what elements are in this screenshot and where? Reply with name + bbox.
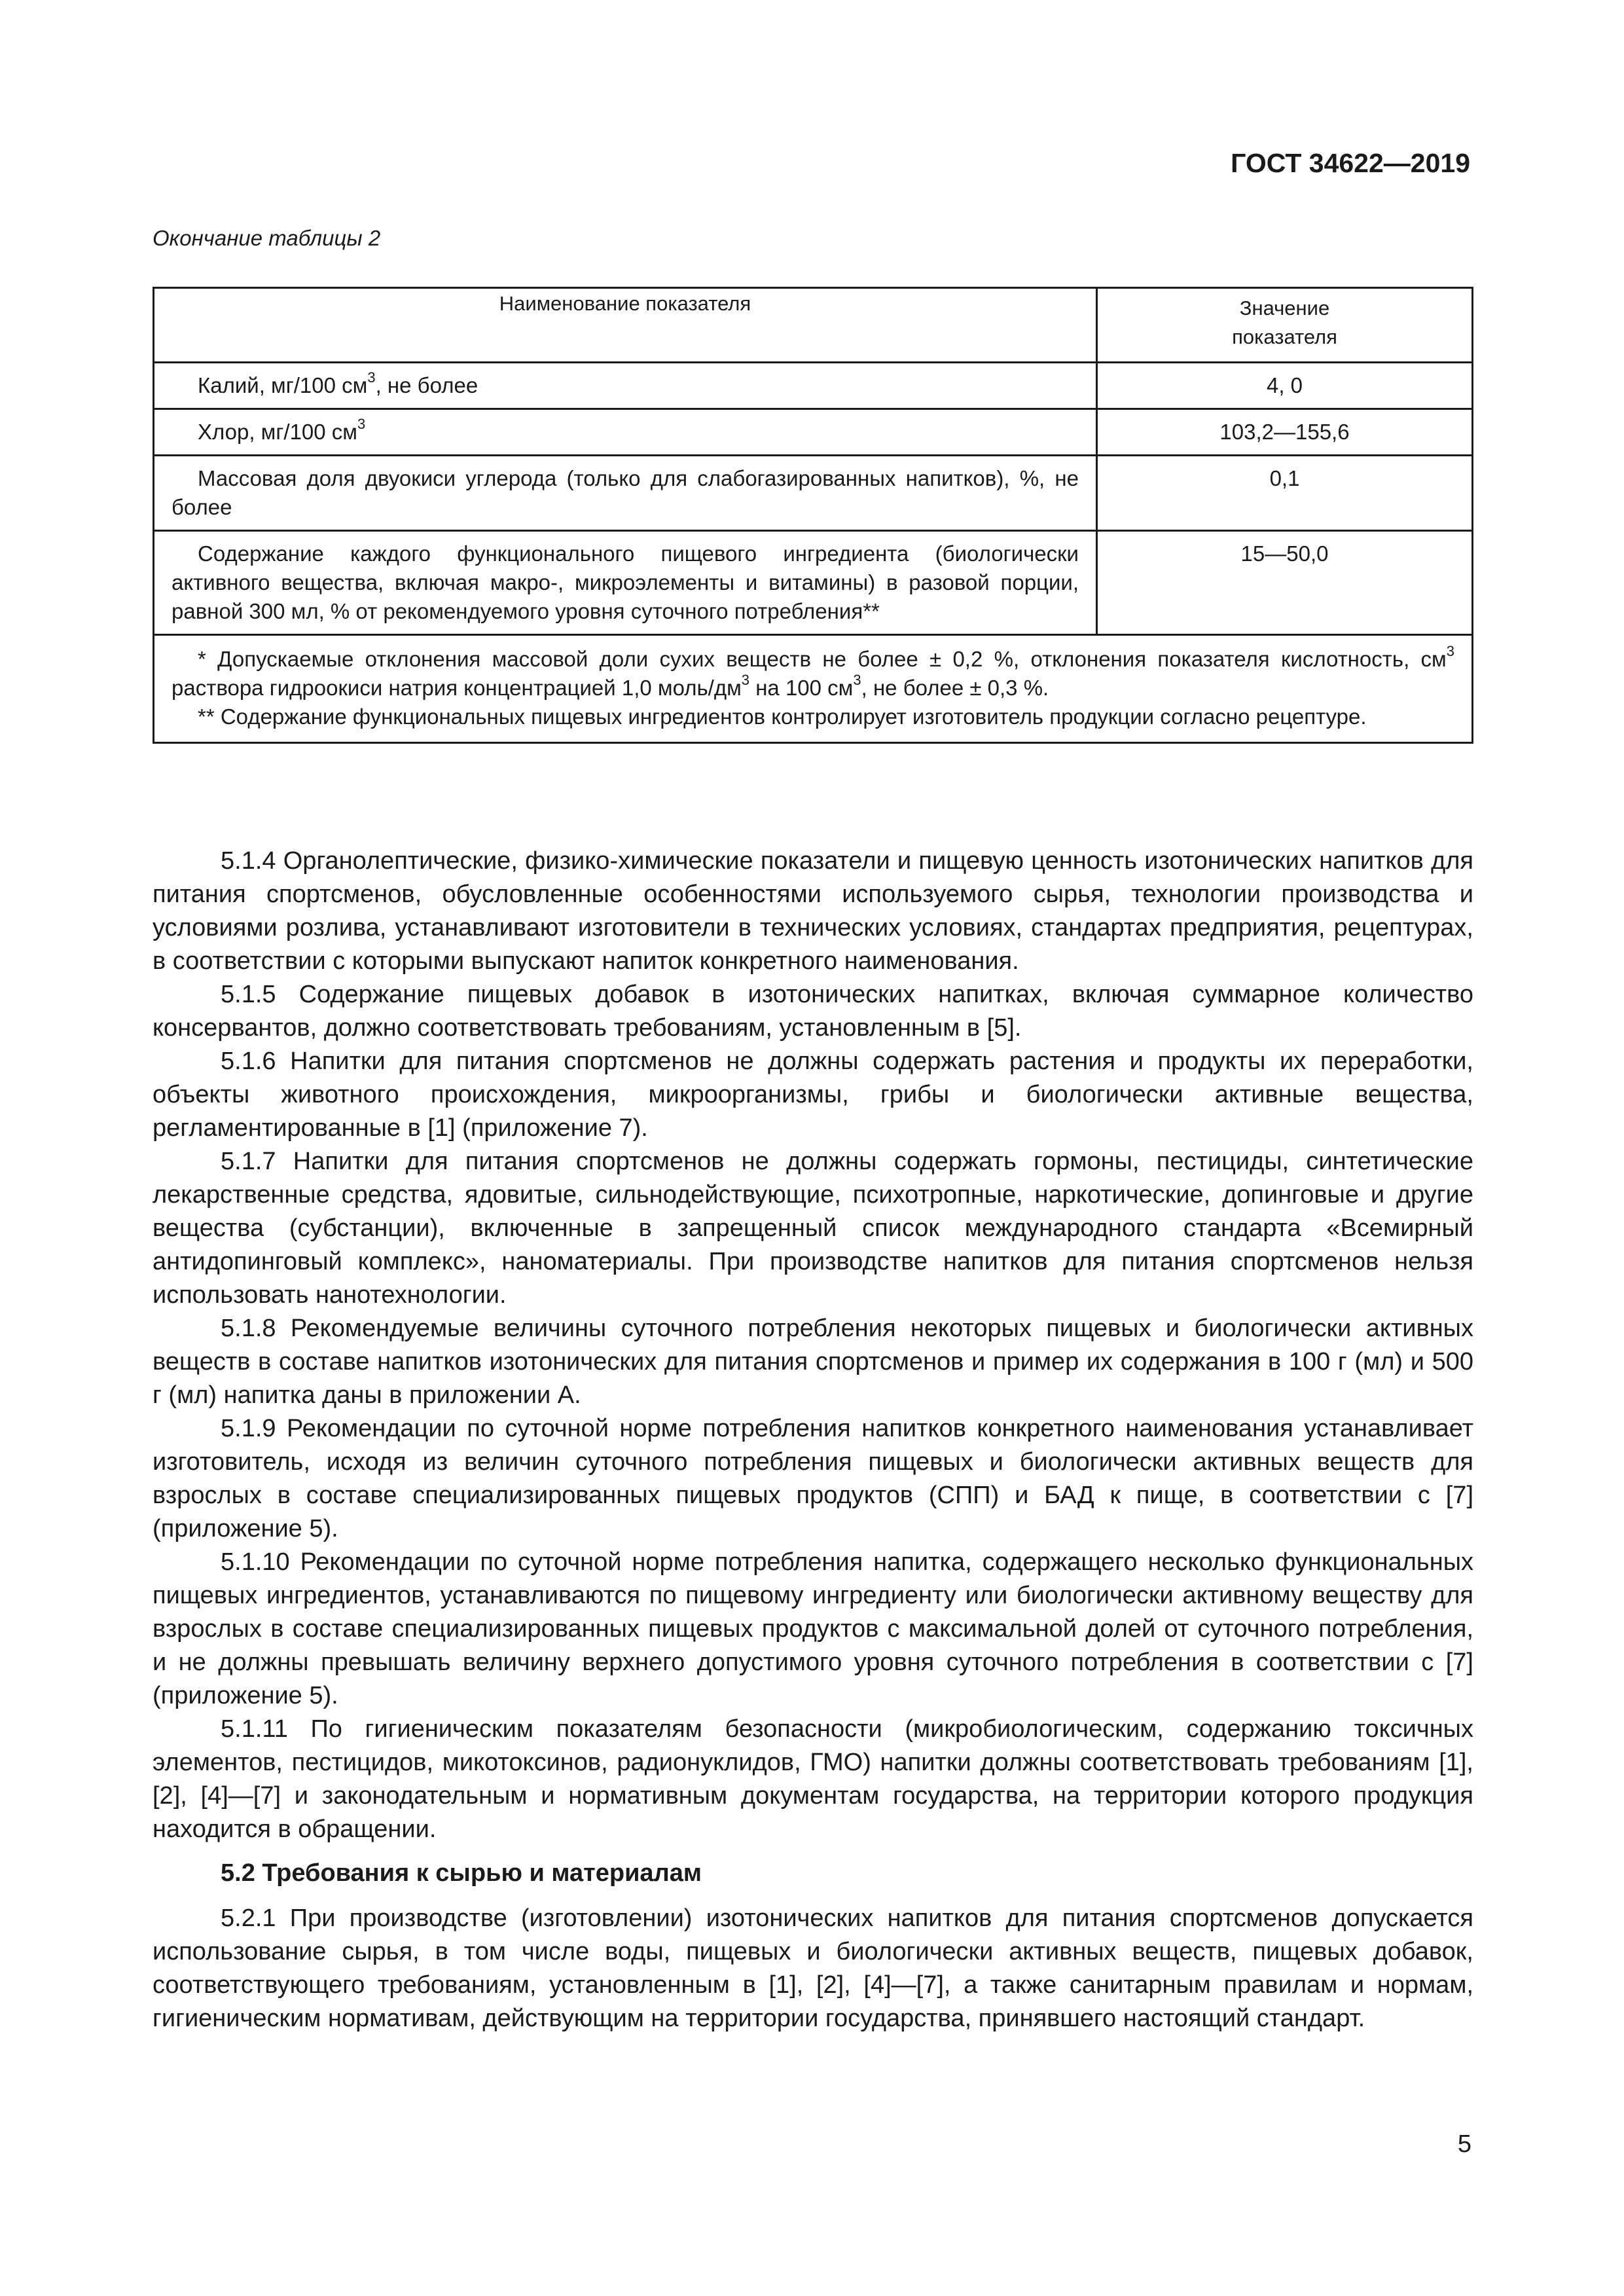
page-number: 5	[1457, 2130, 1471, 2158]
footnote-2: ** Содержание функциональных пищевых ингредиентов контролирует изготовитель продукции согласно рецептуре.	[198, 704, 1367, 729]
table-header-row	[154, 288, 1473, 363]
column-header-name: Наименование показателя	[154, 288, 1097, 363]
indicator-name: Хлор, мг/100 $см^3$	[154, 409, 1097, 456]
indicator-value: 0,1	[1097, 456, 1473, 531]
footnote-1: * Допускаемые отклонения массовой доли сухих веществ не более ± 0,2 %, отклонения показателя кислотность, $см^3$ раствора гидроокиси натрия концентрацией 1,0 моль/$дм^3$ на 100 $см^3$, не более ± 0,3 %.	[171, 643, 1454, 700]
paragraph-5-1-7: 5.1.7 Напитки для питания спортсменов не должны содержать гормоны, пестициды, синтетические лекарственные средства, ядовитые, сильнодействующие, психотропные, наркотические, допинговые и другие вещества (субстанции), включенные в запрещенный список международного стандарта «Всемирный антидопинговый комплекс», наноматериалы. При производстве напитков для питания спортсменов нельзя использовать нанотехнологии.	[153, 1148, 1473, 1309]
section-heading-5-2: 5.2 Требования к сырью и материалам	[221, 1859, 702, 1887]
table-row	[154, 409, 1473, 456]
paragraph-5-1-6: 5.1.6 Напитки для питания спортсменов не должны содержать растения и продукты их переработки, объекты животного происхождения, микроорганизмы, грибы и биологически активные вещества, регламентированные в [1] (приложение 7).	[153, 1048, 1473, 1142]
indicator-name: Массовая доля двуокиси углерода (только для слабогазированных напитков), %, не более	[154, 456, 1097, 531]
indicator-value: 103,2—155,6	[1097, 409, 1473, 456]
table-row	[154, 363, 1473, 409]
table-row	[154, 531, 1473, 635]
column-header-value	[1097, 288, 1473, 363]
indicator-name: Калий, мг/100 $см^3$, не более	[154, 363, 1097, 409]
table-row	[154, 456, 1473, 531]
column-header-value-line2: показателя	[1232, 325, 1337, 348]
paragraph-5-1-4: 5.1.4 Органолептические, физико-химические показатели и пищевую ценность изотонических напитков для питания спортсменов, обусловленные особенностями используемого сырья, технологии производства и условиями розлива, устанавливают изготовители в технических условиях, стандартах предприятия, рецептурах, в соответствии с которыми выпускают напиток конкретного наименования.	[153, 847, 1473, 975]
paragraph-5-1-9: 5.1.9 Рекомендации по суточной норме потребления напитков конкретного наименования устанавливает изготовитель, исходя из величин суточного потребления пищевых и биологически активных веществ для взрослых в составе специализированных пищевых продуктов (СПП) и БАД к пище, в соответствии с [7] (приложение 5).	[153, 1415, 1473, 1542]
indicator-value: 15—50,0	[1097, 531, 1473, 635]
indicator-name: Содержание каждого функционального пищевого ингредиента (биологически активного вещества, включая макро-, микроэлементы и витамины) в разовой порции, равной 300 мл, % от рекомендуемого уровня суточного потребления**	[154, 531, 1097, 635]
column-header-value-line1: Значение	[1239, 297, 1330, 319]
document-code: ГОСТ 34622—2019	[1231, 148, 1470, 178]
paragraph-5-1-5: 5.1.5 Содержание пищевых добавок в изотонических напитках, включая суммарное количество консервантов, должно соответствовать требованиям, установленным в [5].	[153, 981, 1473, 1042]
table-footnotes	[154, 635, 1473, 743]
table-caption: Окончание таблицы 2	[153, 226, 381, 250]
indicators-table	[153, 287, 1473, 744]
table-footnotes-row	[154, 635, 1473, 743]
paragraph-5-2-1: 5.2.1 При производстве (изготовлении) изотонических напитков для питания спортсменов допускается использование сырья, в том числе воды, пищевых и биологически активных веществ, пищевых добавок, соответствующего требованиям, установленным в [1], [2], [4]—[7], а также санитарным правилам и нормам, гигиеническим нормативам, действующим на территории государства, принявшего настоящий стандарт.	[153, 1904, 1473, 2032]
paragraph-5-1-10: 5.1.10 Рекомендации по суточной норме потребления напитка, содержащего несколько функциональных пищевых ингредиентов, устанавливаются по пищевому ингредиенту или биологически активному веществу для взрослых в составе специализированных пищевых продуктов с максимальной долей от суточного потребления, и не должны превышать величину верхнего допустимого уровня суточного потребления в соответствии с [7] (приложение 5).	[153, 1548, 1473, 1709]
paragraph-5-1-8: 5.1.8 Рекомендуемые величины суточного потребления некоторых пищевых и биологически активных веществ в составе напитков изотонических для питания спортсменов и пример их содержания в 100 г (мл) и 500 г (мл) напитка даны в приложении А.	[153, 1315, 1473, 1409]
paragraph-5-1-11: 5.1.11 По гигиеническим показателям безопасности (микробиологическим, содержанию токсичных элементов, пестицидов, микотоксинов, радионуклидов, ГМО) напитки должны соответствовать требованиям [1], [2], [4]—[7] и законодательным и нормативным документам государства, на территории которого продукция находится в обращении.	[153, 1715, 1473, 1843]
indicator-value: 4, 0	[1097, 363, 1473, 409]
body-text	[153, 845, 1473, 2035]
